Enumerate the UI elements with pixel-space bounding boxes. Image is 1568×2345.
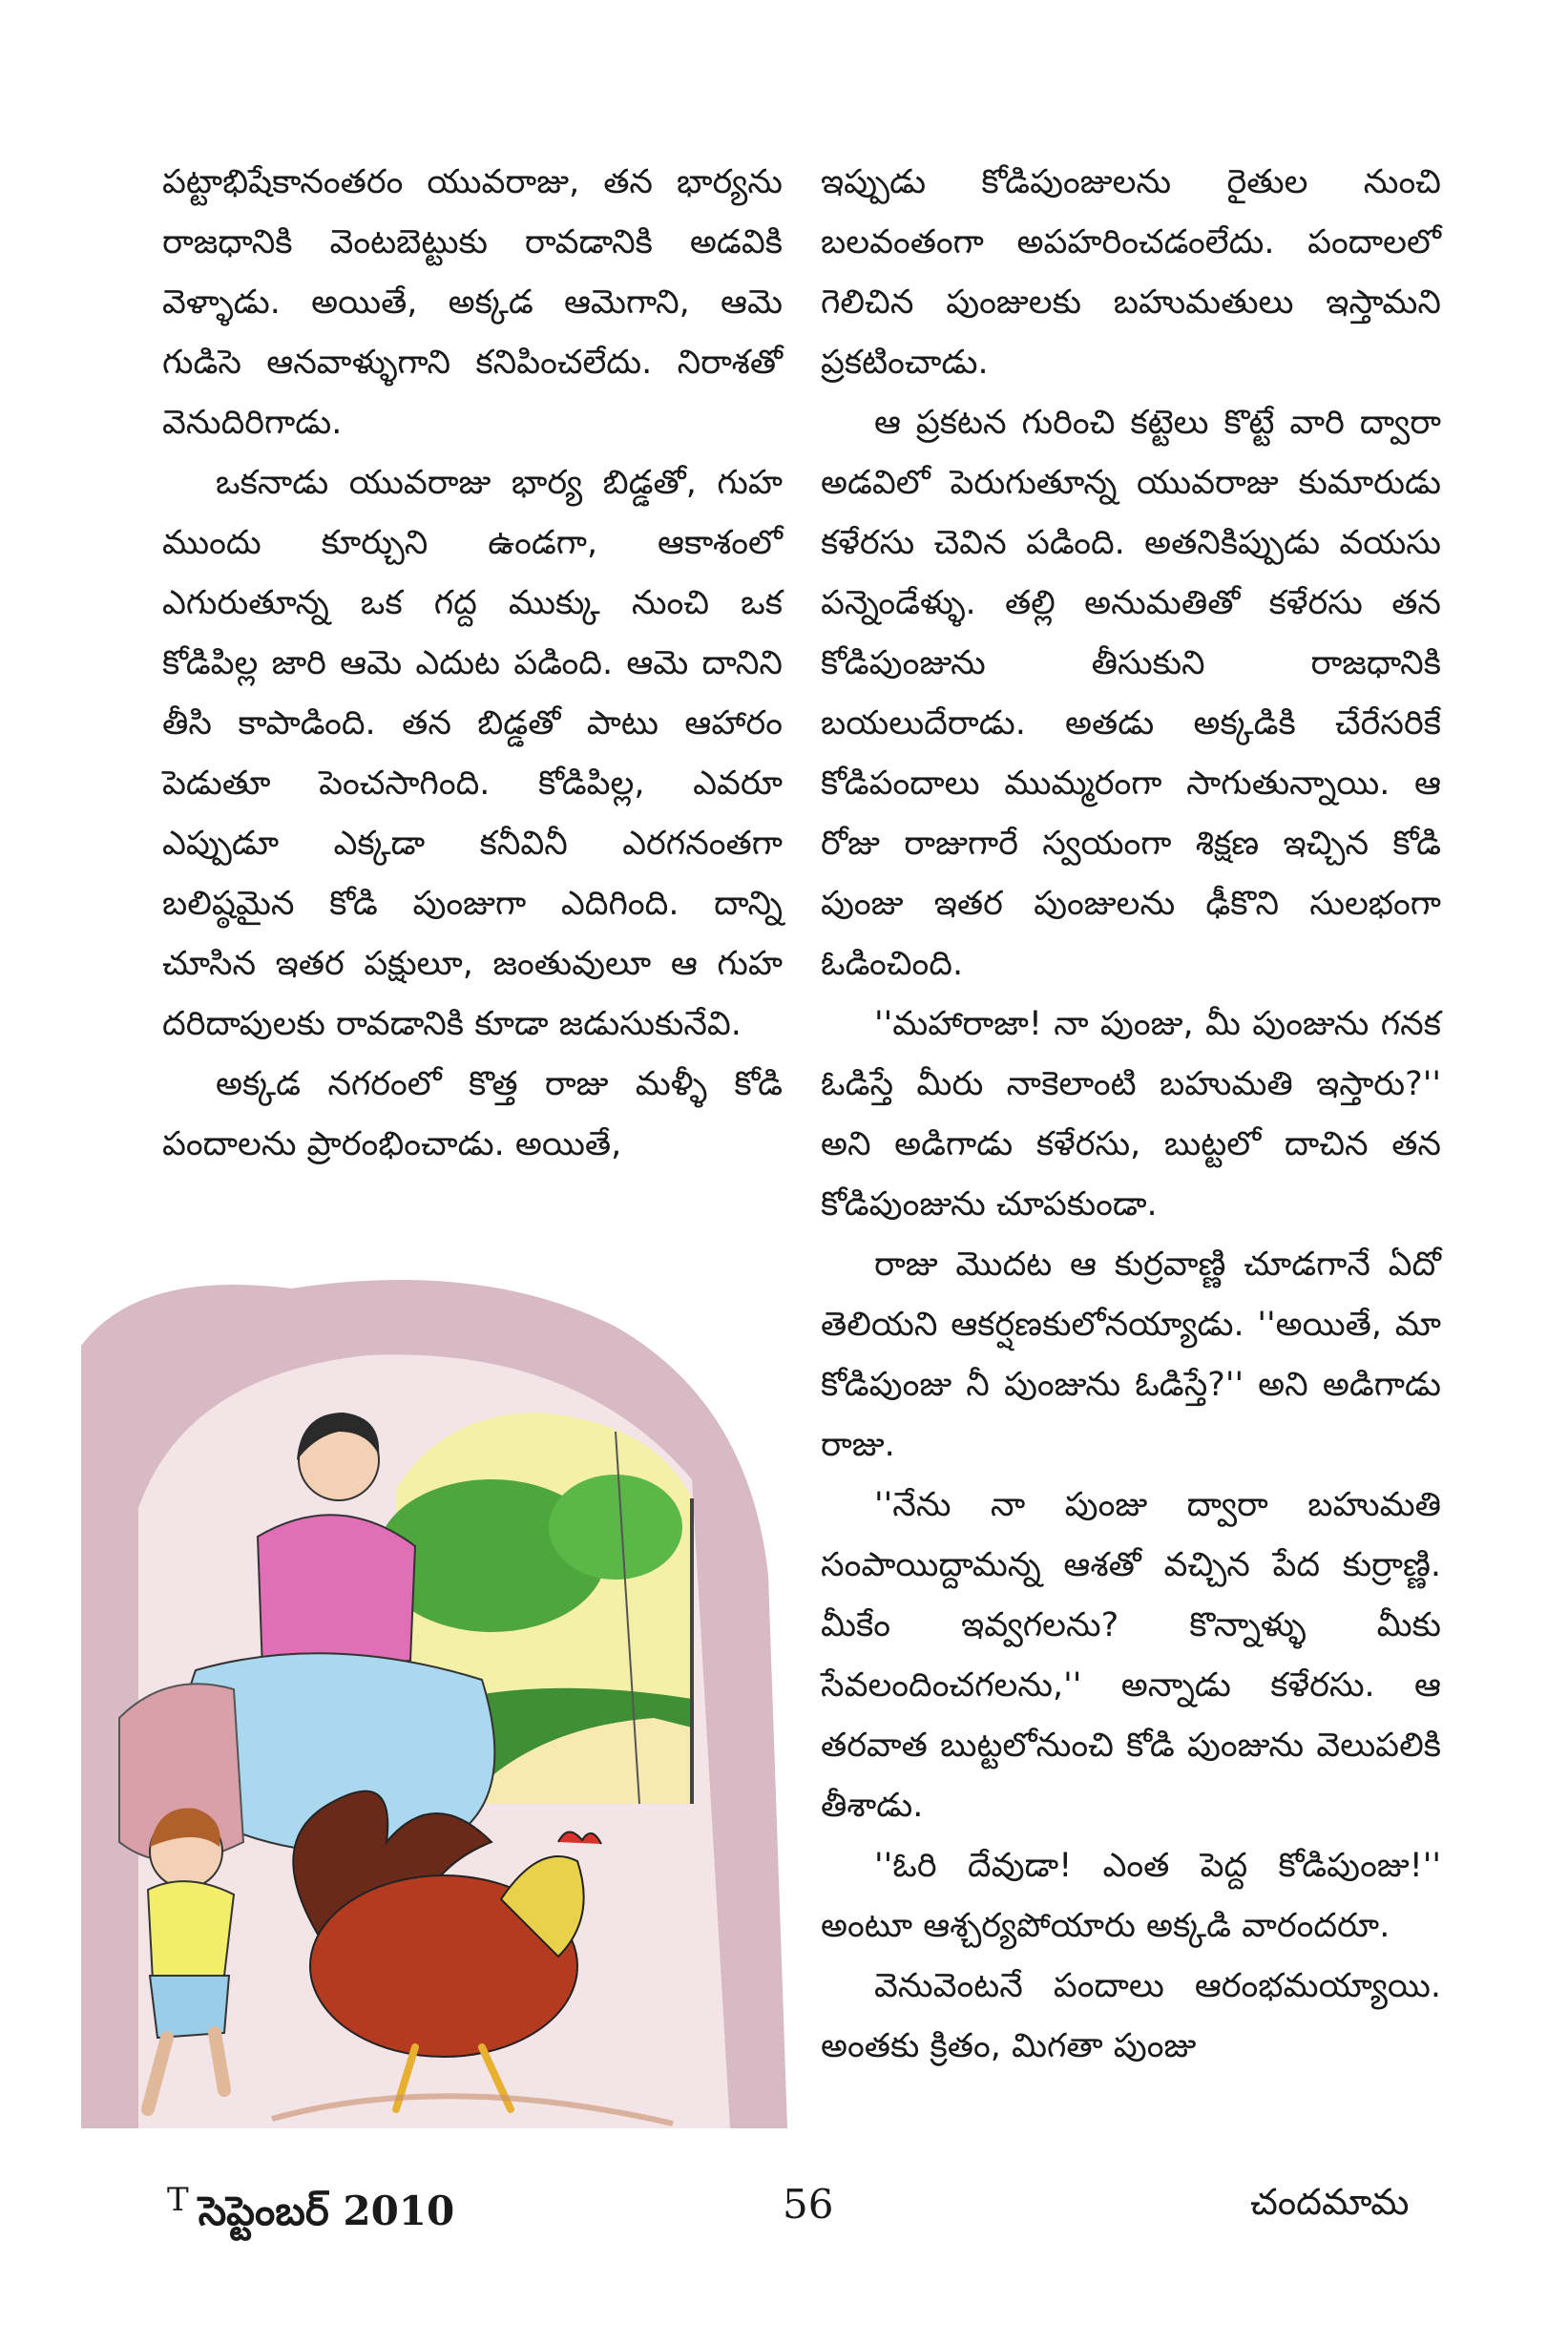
magazine-title: చందమామ: [1250, 2181, 1410, 2223]
story-illustration: [81, 1269, 787, 2138]
footer-date: [167, 2181, 454, 2245]
paragraph: ''ఓరి దేవుడా! ఎంత పెద్ద కోడిపుంజు!'' అంటూ ఆశ్చర్యపోయారు అక్కడి వారందరూ.: [821, 1847, 1441, 1945]
footer-mark: T: [167, 2181, 189, 2219]
issue-date: సెప్టెంబర్ 2010: [198, 2188, 455, 2234]
left-column: [162, 153, 783, 1175]
page-number: 56: [783, 2181, 834, 2228]
paragraph: వెనువెంటనే పందాలు ఆరంభమయ్యాయి. అంతకు క్రితం, మిగతా పుంజు: [821, 1967, 1441, 2065]
paragraph: ఆ ప్రకటన గురించి కట్టెలు కొట్టే వారి ద్వారా అడవిలో పెరుగుతూన్న యువరాజు కుమారుడు కళేరసు చెవిన పడింది. అతనికిప్పుడు వయసు పన్నెండేళ్ళు. తల్లి అనుమతితో కళేరసు తన కోడిపుంజును తీసుకుని రాజధానికి బయలుదేరాడు. అతడు అక్కడికి చేరేసరికే కోడిపందాలు ముమ్మరంగా సాగుతున్నాయి. ఆ రోజు రాజుగారే స్వయంగా శిక్షణ ఇచ్చిన కోడి పుంజు ఇతర పుంజులను ఢీకొని సులభంగా ఓడించింది.: [821, 404, 1441, 983]
woman-dress: [258, 1515, 415, 1670]
right-column: [821, 153, 1441, 2077]
paragraph: ఒకనాడు యువరాజు భార్య బిడ్డతో, గుహ ముందు కూర్చుని ఉండగా, ఆకాశంలో ఎగురుతూన్న ఒక గద్ద ముక్కు నుంచి ఒక కోడిపిల్ల జారి ఆమె ఎదుట పడింది. ఆమె దానిని తీసి కాపాడింది. తన బిడ్డతో పాటు ఆహారం పెడుతూ పెంచసాగింది. కోడిపిల్ల, ఎవరూ ఎప్పుడూ ఎక్కడా కనీవినీ ఎరగనంతగా బలిష్ఠమైన కోడి పుంజుగా ఎదిగింది. దాన్ని చూసిన ఇతర పక్షులూ, జంతువులూ ఆ గుహ దరిదాపులకు రావడానికి కూడా జడుసుకునేవి.: [162, 464, 783, 1043]
paragraph: ''మహారాజా! నా పుంజు, మీ పుంజును గనక ఓడిస్తే మీరు నాకెలాంటి బహుమతి ఇస్తారు?'' అని అడిగాడు కళేరసు, బుట్టలో దాచిన తన కోడిపుంజును చూపకుండా.: [821, 1005, 1441, 1224]
paragraph: అక్కడ నగరంలో కొత్త రాజు మళ్ళీ కోడి పందాలను ప్రారంభించాడు. అయితే,: [162, 1065, 783, 1163]
paragraph: పట్టాభిషేకానంతరం యువరాజు, తన భార్యను రాజధానికి వెంటబెట్టుకు రావడానికి అడవికి వెళ్ళాడు. అయితే, అక్కడ ఆమెగాని, ఆమె గుడిసె ఆనవాళ్ళుగాని కనిపించలేదు. నిరాశతో వెనుదిరిగాడు.: [162, 163, 783, 442]
paragraph: ''నేను నా పుంజు ద్వారా బహుమతి సంపాయిద్దామన్న ఆశతో వచ్చిన పేద కుర్రాణ్ణి. మీకేం ఇవ్వగలను? కొన్నాళ్ళు మీకు సేవలందించగలను,'' అన్నాడు కళేరసు. ఆ తరవాత బుట్టలోనుంచి కోడి పుంజును వెలుపలికి తీశాడు.: [821, 1486, 1441, 1825]
tree-canopy: [549, 1475, 682, 1580]
paragraph: ఇప్పుడు కోడిపుంజులను రైతుల నుంచి బలవంతంగా అపహరించడంలేదు. పందాలలో గెలిచిన పుంజులకు బహుమతులు ఇస్తామని ప్రకటించాడు.: [821, 163, 1441, 382]
paragraph: రాజు మొదట ఆ కుర్రవాణ్ణి చూడగానే ఏదో తెలియని ఆకర్షణకులోనయ్యాడు. ''అయితే, మా కోడిపుంజు నీ పుంజును ఓడిస్తే?'' అని అడిగాడు రాజు.: [821, 1246, 1441, 1464]
boy-shirt: [148, 1881, 234, 1980]
